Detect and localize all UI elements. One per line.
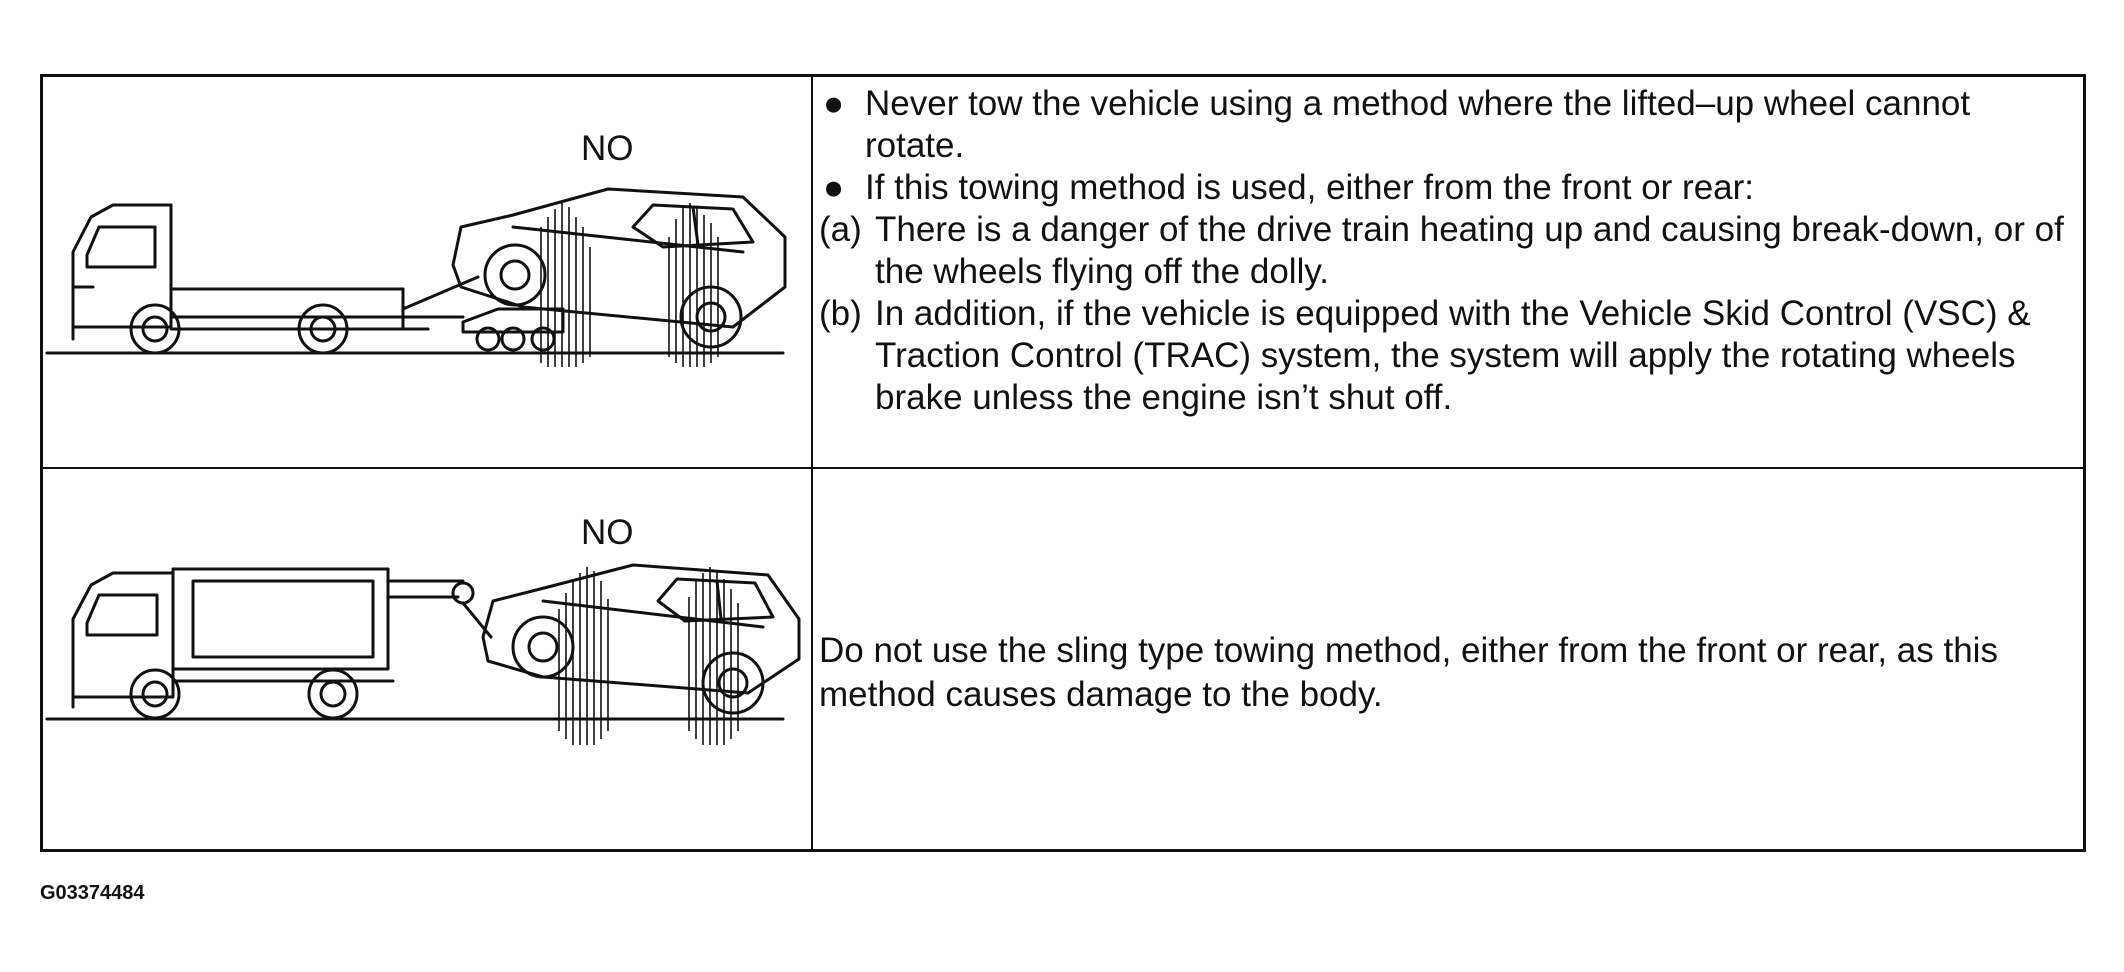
bullet-mark: ● bbox=[823, 84, 845, 123]
no-label: NO bbox=[581, 129, 634, 168]
instruction-bullet bbox=[819, 83, 2073, 167]
subitem-mark: (a) bbox=[819, 210, 862, 249]
subitem-text: There is a danger of the drive train heating up and causing break-down, or of the wheels flying off the dolly. bbox=[875, 210, 2064, 291]
sling-tow-drawing bbox=[43, 469, 811, 849]
figure-code: G03374484 bbox=[40, 882, 145, 904]
no-label: NO bbox=[581, 513, 634, 552]
dolly-tow-instructions bbox=[819, 83, 2073, 419]
towing-table bbox=[40, 74, 2086, 852]
column-divider bbox=[811, 77, 813, 849]
bullet-text: If this towing method is used, either from the front or rear: bbox=[865, 168, 1755, 207]
subitem-mark: (b) bbox=[819, 294, 862, 333]
instruction-subitem-a bbox=[819, 209, 2073, 293]
instruction-bullet bbox=[819, 167, 2073, 209]
sling-tow-instructions: Do not use the sling type towing method, either from the front or rear, as this method causes damage to the body. bbox=[819, 631, 1998, 714]
bullet-text: Never tow the vehicle using a method where the lifted–up wheel cannot rotate. bbox=[865, 84, 1971, 165]
dolly-tow-drawing bbox=[43, 77, 811, 467]
dolly-tow-illustration bbox=[43, 77, 811, 467]
sling-tow-illustration bbox=[43, 469, 811, 849]
instruction-subitem-b bbox=[819, 293, 2073, 419]
bullet-mark: ● bbox=[823, 168, 845, 207]
subitem-text: In addition, if the vehicle is equipped with the Vehicle Skid Control (VSC) & Traction Control (TRAC) system, the system will apply the rotating wheels brake unless the engine isn’t shut off. bbox=[875, 294, 2031, 417]
